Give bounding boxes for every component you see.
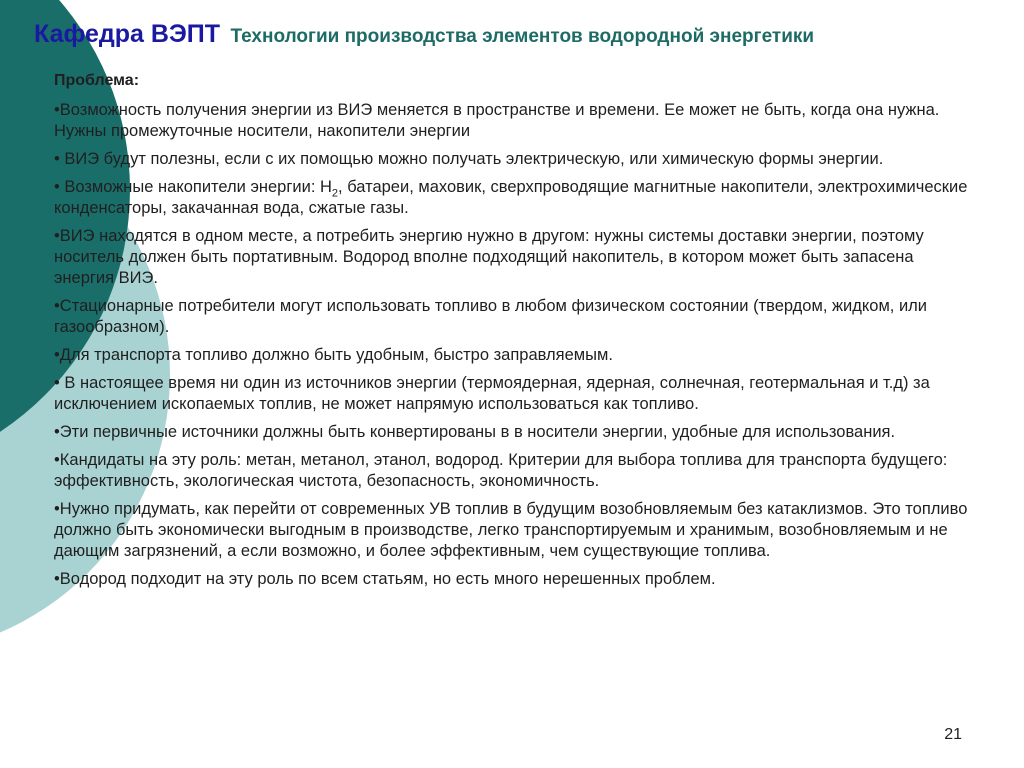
slide-body (54, 70, 972, 597)
department-title: Кафедра ВЭПТ (34, 20, 220, 48)
bullet-item: •Кандидаты на эту роль: метан, метанол, этанол, водород. Критерии для выбора топлива для транспорта будущего: эффективность, экологическая чистота, безопасность, экономичность. (54, 451, 948, 490)
bullet-item: • ВИЭ будут полезны, если с их помощью можно получать электрическую, или химическую формы энергии. (54, 150, 884, 168)
page-number: 21 (944, 726, 962, 743)
bullet-item: •Для транспорта топливо должно быть удобным, быстро заправляемым. (54, 346, 613, 364)
bullet-text: , батареи, маховик, сверхпроводящие магнитные накопители, электрохимические конденсаторы, закачанная вода, сжатые газы. (54, 178, 968, 217)
bullet-item: •Эти первичные источники должны быть конвертированы в в носители энергии, удобные для использования. (54, 423, 896, 441)
bullet-item: • В настоящее время ни один из источников энергии (термоядерная, ядерная, солнечная, геотермальная и т.д) за исключением ископаемых топлив, не может напрямую использоваться как топливо. (54, 374, 930, 413)
problem-heading: Проблема: (54, 72, 140, 89)
bullet-item (54, 177, 972, 219)
bullet-text: • Возможные накопители энергии: H (54, 178, 332, 196)
slide-header (34, 20, 1004, 49)
bullet-item: •Возможность получения энергии из ВИЭ меняется в пространстве и времени. Ее может не быть, когда она нужна. Нужны промежуточные носители, накопители энергии (54, 101, 940, 140)
bullet-item: •Нужно придумать, как перейти от современных УВ топлив в будущим возобновляемым без катаклизмов. Это топливо должно быть экономически выгодным в производстве, легко транспортируемым и хранимым, возобновляемым и не дающим загрязнений, а если возможно, и более эффективным, чем существующие топлива. (54, 500, 968, 560)
bullet-item: •Стационарные потребители могут использовать топливо в любом физическом состоянии (твердом, жидком, или газообразном). (54, 297, 928, 336)
slide-subtitle: Технологии производства элементов водородной энергетики (230, 26, 815, 47)
bullet-item: •ВИЭ находятся в одном месте, а потребить энергию нужно в другом: нужны системы доставки энергии, поэтому носитель должен быть портативным. Водород вполне подходящий накопитель, в котором может быть запасена энергия ВИЭ. (54, 227, 924, 287)
bullet-item: •Водород подходит на эту роль по всем статьям, но есть много нерешенных проблем. (54, 570, 716, 588)
subscript: 2 (331, 187, 339, 200)
